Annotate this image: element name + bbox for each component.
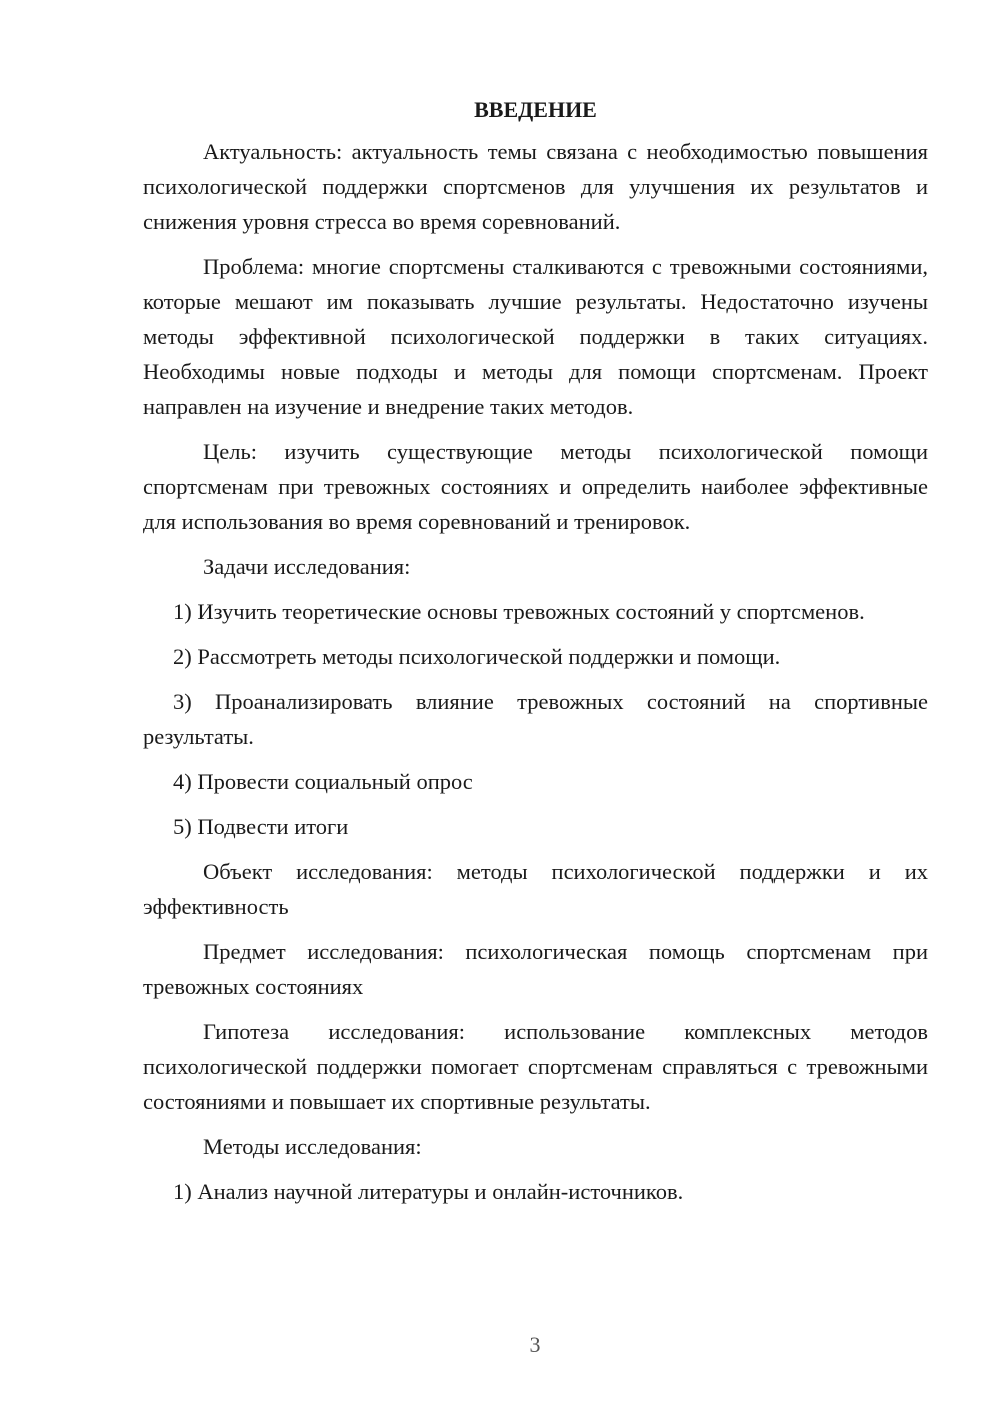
methods-heading: Методы исследования: [203, 1134, 422, 1159]
object-paragraph: Объект исследования: методы психологической поддержки и их эффективность [143, 859, 928, 919]
problem-paragraph: Проблема: многие спортсмены сталкиваются с тревожными состояниями, которые мешают им показывать лучшие результаты. Недостаточно изучены методы эффективной психологической поддержки в таких ситуациях. Необходимы новые подходы и методы для помощи спортсменам. Проект направлен на изучение и внедрение таких методов. [143, 254, 928, 419]
task-item-1: 1) Изучить теоретические основы тревожных состояний у спортсменов. [173, 599, 865, 624]
hypothesis-paragraph: Гипотеза исследования: использование комплексных методов психологической поддержки помогает спортсменам справляться с тревожными состояниями и повышает их спортивные результаты. [143, 1019, 928, 1114]
goal-paragraph: Цель: изучить существующие методы психологической помощи спортсменам при тревожных состояниях и определить наиболее эффективные для использования во время соревнований и тренировок. [143, 439, 928, 534]
page-title: ВВЕДЕНИЕ [474, 97, 597, 122]
task-item-2: 2) Рассмотреть методы психологической поддержки и помощи. [173, 644, 781, 669]
document-page [143, 92, 928, 1219]
relevance-paragraph: Актуальность: актуальность темы связана с необходимостью повышения психологической поддержки спортсменов для улучшения их результатов и снижения уровня стресса во время соревнований. [143, 139, 928, 234]
tasks-heading: Задачи исследования: [203, 554, 411, 579]
page-number: 3 [529, 1332, 541, 1357]
method-item-1: 1) Анализ научной литературы и онлайн-источников. [173, 1179, 684, 1204]
subject-paragraph: Предмет исследования: психологическая помощь спортсменам при тревожных состояниях [143, 939, 928, 999]
task-item-3: 3) Проанализировать влияние тревожных состояний на спортивные результаты. [143, 689, 928, 749]
task-item-5: 5) Подвести итоги [173, 814, 349, 839]
task-item-4: 4) Провести социальный опрос [173, 769, 473, 794]
